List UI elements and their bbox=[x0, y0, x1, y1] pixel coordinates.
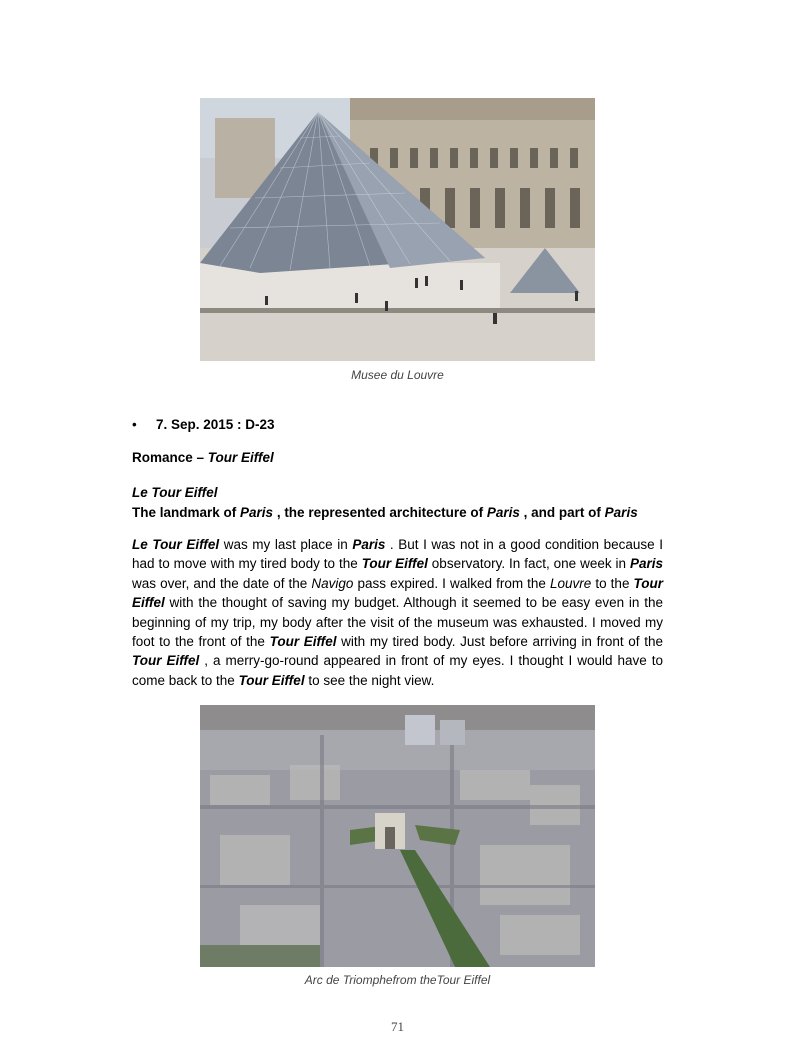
section-subtitle bbox=[132, 483, 663, 523]
louvre-pyramid-photo bbox=[200, 98, 595, 361]
entry-date: 7. Sep. 2015 : D-23 bbox=[156, 417, 275, 432]
photo-caption: Musee du Louvre bbox=[351, 368, 444, 382]
paris-aerial-photo bbox=[200, 705, 595, 967]
bullet: • bbox=[132, 417, 137, 432]
photo-caption: Arc de Triomphefrom theTour Eiffel bbox=[304, 973, 491, 987]
entry-date-line bbox=[132, 417, 663, 432]
subtitle-line1: Le Tour Eiffel bbox=[132, 485, 218, 500]
body-paragraph: Le Tour Eiffel was my last place in Paris . But I was not in a good condition because I had to move with my tired body to the Tour Eiffel observatory. In fact, one week in Paris was over, and the date of the Navigo pass expired. I walked from the Louvre to the Tour Eiffel with the thought of saving my budget. Although it seemed to be easy even in the beginning of my trip, my body after the visit of the museum was exhausted. I moved my foot to the front of the Tour Eiffel with my tired body. Just before arriving in front of the Tour Eiffel , a merry-go-round appeared in front of my eyes. I thought I would have to come back to the Tour Eiffel to see the night view. bbox=[132, 537, 664, 688]
section-heading: Romance – Tour Eiffel bbox=[132, 450, 274, 465]
subtitle-line2: The landmark of Paris , the represented architecture of Paris , and part of Paris bbox=[132, 505, 638, 520]
page-number: 71 bbox=[391, 1019, 404, 1034]
